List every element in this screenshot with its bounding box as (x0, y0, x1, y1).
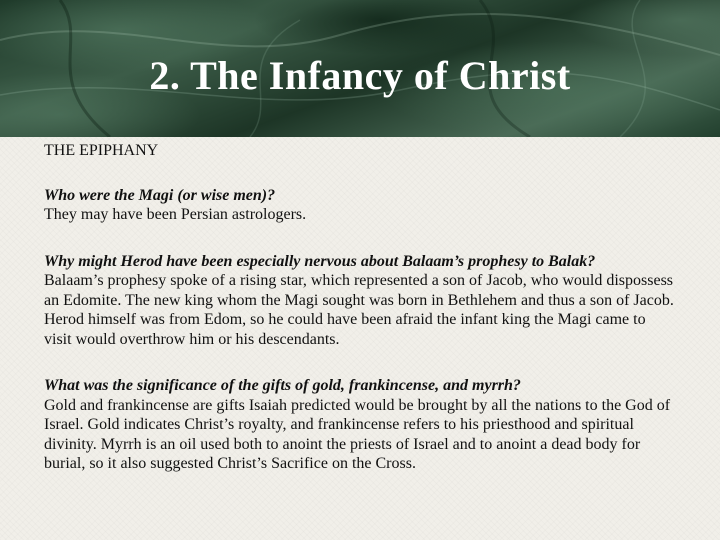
answer-2: Balaam’s prophesy spoke of a rising star, which represented a son of Jacob, who would dispossess an Edomite. The new king whom the Magi sought was born in Bethlehem and thus a son of Jacob. Herod himself was from Edom, so he could have been afraid the infant king the Magi came to visit would overthrow him or his descendants. (44, 272, 674, 348)
slide-title: 2. The Infancy of Christ (149, 53, 571, 98)
answer-1: They may have been Persian astrologers. (44, 206, 307, 223)
slide-body (44, 141, 676, 474)
question-1: Who were the Magi (or wise men)? (44, 186, 276, 204)
answer-3: Gold and frankincense are gifts Isaiah predicted would be brought by all the nations to the God of Israel. Gold indicates Christ’s royalty, and frankincense refers to his priesthood and spiritual divinity. Myrrh is an oil used both to anoint the priests of Israel and to anoint a dead body for burial, so it also suggested Christ’s Sacrifice on the Cross. (44, 396, 671, 472)
title-banner (0, 0, 720, 137)
section-heading: THE EPIPHANY (44, 142, 159, 159)
question-3: What was the significance of the gifts of gold, frankincense, and myrrh? (44, 377, 521, 394)
question-2: Why might Herod have been especially nervous about Balaam’s prophesy to Balak? (44, 252, 596, 270)
